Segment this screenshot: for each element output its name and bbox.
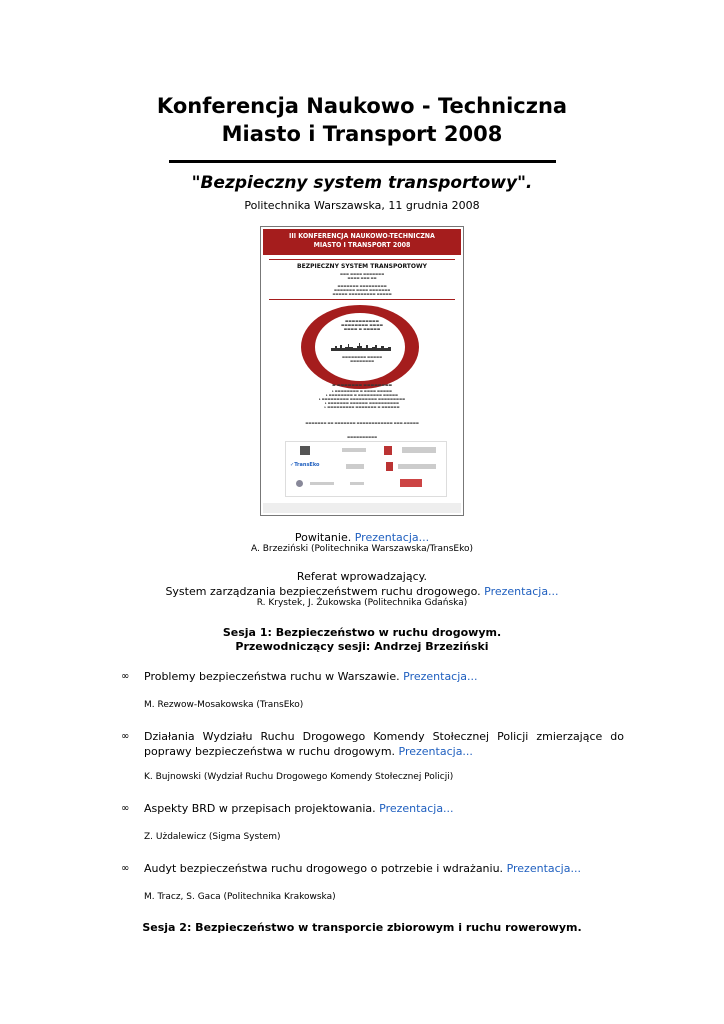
session-1-chair: Przewodniczący sesji: Andrzej Brzeziński: [235, 640, 489, 653]
logo-8: [296, 480, 303, 487]
logo-gazeta: [400, 479, 422, 487]
talk-title: Działania Wydziału Ruchu Drogowego Komendy Stołecznej Policji zmierzające do poprawy bezpieczeństwa w ruchu drogowym.: [144, 730, 624, 758]
talk-title: Problemy bezpieczeństwa ruchu w Warszawie.: [144, 670, 400, 683]
poster-heading: BEZPIECZNY SYSTEM TRANSPORTOWY: [297, 263, 427, 270]
poster-skyline-icon: [331, 343, 391, 351]
talk-author: M. Tracz, S. Gaca (Politechnika Krakowska): [144, 892, 336, 902]
talk-presentation-link[interactable]: Prezentacja...: [379, 802, 454, 815]
bullet-icon: ∞: [121, 863, 130, 874]
talk-title: Aspekty BRD w przepisach projektowania.: [144, 802, 376, 815]
talk-item: [144, 729, 624, 759]
logo-3: [384, 446, 392, 455]
talk-presentation-link[interactable]: Prezentacja...: [506, 862, 581, 875]
talk-item: [144, 861, 624, 876]
poster-divider-2: [269, 299, 455, 300]
intro-presentation-link[interactable]: Prezentacja...: [484, 585, 559, 598]
title-divider: [169, 160, 556, 163]
talk-presentation-link[interactable]: Prezentacja...: [403, 670, 478, 683]
logo-6: [386, 462, 393, 471]
welcome-author: A. Brzeziński (Politechnika Warszawska/TransEko): [250, 544, 474, 554]
intro-label: Referat wprowadzający.: [296, 570, 428, 583]
talk-presentation-link[interactable]: Prezentacja...: [398, 745, 473, 758]
poster-organizers-label: ▬▬▬▬▬▬▬▬▬▬: [346, 435, 378, 439]
intro-authors: R. Krystek, J. Żukowska (Politechnika Gdańska): [256, 598, 468, 608]
logo-7: [398, 464, 436, 469]
title-line-2: Miasto i Transport 2008: [221, 122, 503, 146]
talk-title: Audyt bezpieczeństwa ruchu drogowego o potrzebie i wdrażaniu.: [144, 862, 504, 875]
poster-banner-line-2: MIASTO I TRANSPORT 2008: [313, 240, 411, 249]
bullet-icon: ∞: [121, 803, 130, 814]
intro-title: System zarządzania bezpieczeństwem ruchu drogowego.: [165, 585, 481, 598]
logo-4: [402, 447, 436, 453]
welcome-label: Powitanie.: [294, 531, 352, 544]
poster-program-heading: ▬ ▬▬▬▬▬▬▬ ▬▬▬▬▬▬▬▬: [331, 382, 393, 387]
poster-footer: [263, 503, 461, 513]
conference-subtitle: "Bezpieczny system transportowy".: [191, 173, 533, 193]
logo-10: [350, 482, 364, 485]
logo-1: [300, 446, 310, 455]
logo-transeko: ✓TransEko: [290, 462, 320, 468]
talk-item: [144, 801, 624, 816]
session-1-title: Sesja 1: Bezpieczeństwo w ruchu drogowym.: [222, 626, 502, 639]
poster-patronage: ▬▬▬▬▬▬▬ ▬▬▬▬▬▬▬▬▬ ▬▬▬▬▬▬▬ ▬▬▬▬ ▬▬▬▬▬▬▬ ▬▬▬▬▬ ▬▬▬▬▬▬▬▬▬ ▬▬▬▬▬: [332, 284, 392, 296]
talk-author: Z. Użdalewicz (Sigma System): [144, 832, 281, 842]
poster-oval-subtext: ▬▬▬▬▬▬▬▬ ▬▬▬▬▬ ▬▬▬▬▬▬▬▬: [341, 355, 383, 363]
poster-program-list: ▸ ▬▬▬▬▬▬▬▬ ▬ ▬▬▬▬ ▬▬▬▬▬ ▸ ▬▬▬▬▬▬▬▬ ▬ ▬▬▬▬▬▬▬▬ ▬▬▬▬▬ ▸ ▬▬▬▬▬▬▬▬▬ ▬▬▬▬▬▬▬▬▬ ▬▬▬▬▬▬▬▬▬ ▸ ▬▬▬▬▬▬▬ ▬▬▬▬▬▬ ▬▬▬▬▬▬▬▬▬▬ ▸ ▬▬▬▬▬▬▬▬▬ ▬▬▬▬▬▬▬ ▬ ▬▬▬▬▬▬: [319, 389, 405, 409]
title-line-1: Konferencja Naukowo - Techniczna: [156, 94, 568, 118]
page-title: [0, 92, 724, 148]
poster-oval-text: ▬▬▬▬▬▬▬▬▬▬ ▬▬▬▬▬▬▬▬ ▬▬▬▬ ▬▬▬▬ ▬ ▬▬▬▬▬: [341, 319, 383, 331]
poster-fine-print: ▬▬▬ ▬▬▬▬ ▬▬▬▬▬▬▬ ▬▬▬▬ ▬▬▬ ▬▬: [339, 272, 385, 280]
talk-item: [144, 669, 624, 684]
logo-9: [310, 482, 334, 485]
logo-2: [342, 448, 366, 452]
bullet-icon: ∞: [121, 671, 130, 682]
talk-author: K. Bujnowski (Wydział Ruchu Drogowego Komendy Stołecznej Policji): [144, 772, 454, 782]
session-2-title: Sesja 2: Bezpieczeństwo w transporcie zbiorowym i ruchu rowerowym.: [142, 921, 582, 934]
conference-poster-image: [260, 226, 464, 516]
poster-divider: [269, 259, 455, 260]
talk-author: M. Rezwow-Mosakowska (TransEko): [144, 700, 304, 710]
welcome-presentation-link[interactable]: Prezentacja...: [354, 531, 430, 544]
venue-date: Politechnika Warszawska, 11 grudnia 2008: [244, 199, 480, 212]
logo-5: [346, 464, 364, 469]
poster-organizer-logos: [285, 441, 447, 497]
poster-banner: [263, 229, 461, 255]
poster-banner-line-1: III KONFERENCJA NAUKOWO-TECHNICZNA: [289, 232, 435, 240]
bullet-icon: ∞: [121, 731, 130, 742]
poster-website-note: ▬▬▬▬▬▬▬ ▬▬ ▬▬▬▬▬▬▬ ▬▬▬▬▬▬▬▬▬▬▬▬ ▬▬▬.▬▬▬▬▬: [305, 421, 419, 425]
